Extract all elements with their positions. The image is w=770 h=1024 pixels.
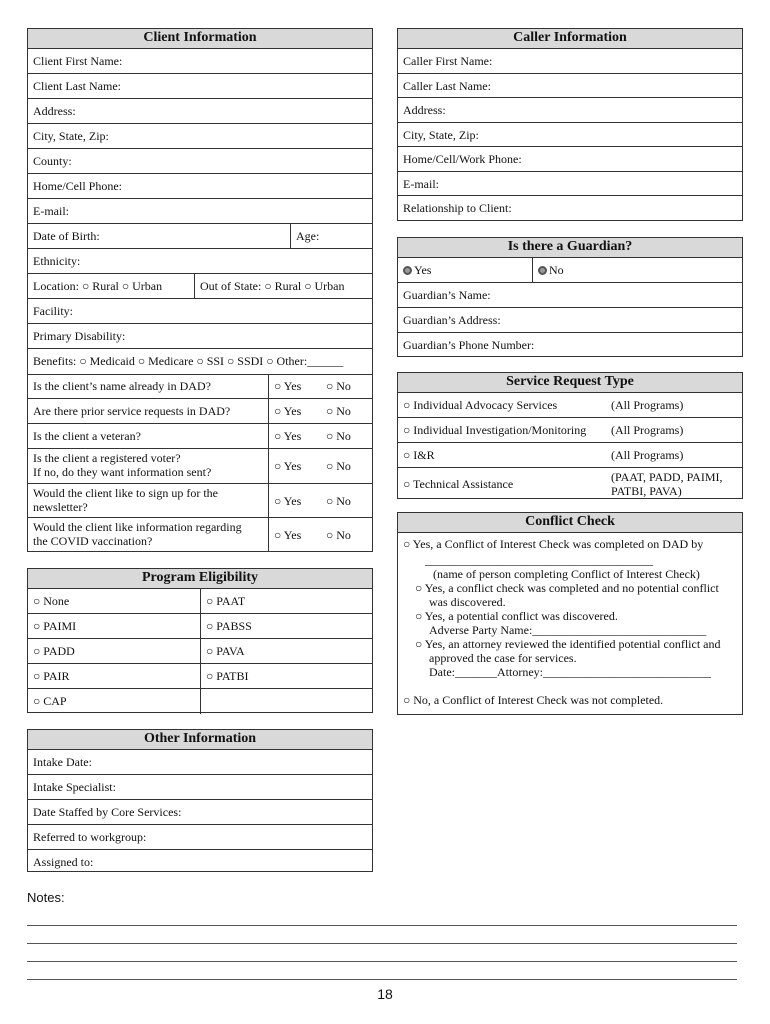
adverse-party-field[interactable]: Adverse Party Name:_____________________________: [429, 623, 707, 637]
other-information-section: [27, 729, 373, 872]
program-pair-radio[interactable]: ○ PAIR: [33, 669, 70, 683]
conflict-name-blank[interactable]: ______________________________________: [425, 553, 653, 567]
program-row: [28, 689, 372, 714]
conflict-no-radio[interactable]: ○ No, a Conflict of Interest Check was not completed.: [403, 693, 664, 707]
guardian-section: [397, 237, 743, 357]
yes-radio[interactable]: ○ Yes: [274, 404, 302, 418]
client-dob-field[interactable]: Date of Birth:: [33, 229, 100, 243]
guardian-no-radio[interactable]: [538, 258, 564, 282]
service-programs: [611, 468, 722, 500]
question-text: Is the client’s name already in DAD?: [33, 379, 211, 393]
client-questions-section: [27, 374, 373, 552]
program-paimi-radio[interactable]: ○ PAIMI: [33, 619, 77, 633]
caller-phone-field[interactable]: Home/Cell/Work Phone:: [398, 147, 742, 172]
guardian-phone-field[interactable]: Guardian’s Phone Number:: [403, 338, 535, 352]
guardian-yes-radio[interactable]: [403, 258, 431, 282]
yes-radio[interactable]: ○ Yes: [274, 459, 302, 473]
client-first-name-field[interactable]: Client First Name:: [28, 49, 372, 74]
intake-date-field[interactable]: Intake Date:: [28, 750, 372, 775]
client-ethnicity-field[interactable]: Ethnicity:: [28, 249, 372, 274]
guardian-yes-no-row: [398, 258, 742, 283]
no-radio[interactable]: ○ No: [326, 404, 351, 418]
service-request-header: Service Request Type: [398, 373, 742, 393]
client-dob-row: [28, 224, 372, 249]
program-row: [28, 614, 372, 639]
client-information-header: Client Information: [28, 29, 372, 49]
client-email-field[interactable]: E-mail:: [28, 199, 372, 224]
question-text: Are there prior service requests in DAD?: [33, 404, 231, 418]
question-line-1: Would the client like information regarding: [33, 520, 242, 534]
client-facility-field[interactable]: Facility:: [28, 299, 372, 324]
service-row: [398, 418, 742, 443]
caller-city-field[interactable]: City, State, Zip:: [398, 123, 742, 148]
conflict-no-potential-cont: was discovered.: [429, 595, 506, 609]
notes-line[interactable]: [27, 925, 737, 926]
caller-email-field[interactable]: E-mail:: [398, 172, 742, 197]
yes-radio[interactable]: ○ Yes: [274, 493, 302, 508]
program-pabss-radio[interactable]: ○ PABSS: [206, 619, 252, 633]
service-investigation-radio[interactable]: ○ Individual Investigation/Monitoring: [403, 423, 587, 437]
client-last-name-field[interactable]: Client Last Name:: [28, 74, 372, 99]
program-row: [28, 639, 372, 664]
service-request-section: [397, 372, 743, 499]
client-city-field[interactable]: City, State, Zip:: [28, 124, 372, 149]
program-eligibility-header: Program Eligibility: [28, 569, 372, 589]
radio-icon: [538, 266, 547, 275]
question-text: Is the client a veteran?: [33, 429, 141, 443]
program-paat-radio[interactable]: ○ PAAT: [206, 594, 246, 608]
caller-last-name-field[interactable]: Caller Last Name:: [398, 74, 742, 99]
caller-information-section: [397, 28, 743, 221]
caller-address-field[interactable]: Address:: [398, 98, 742, 123]
program-none-radio[interactable]: ○ None: [33, 594, 70, 608]
guardian-name-field[interactable]: Guardian’s Name:: [398, 283, 742, 308]
question-line-2: newsletter?: [33, 500, 88, 514]
date-attorney-field[interactable]: Date:_______Attorney:____________________________: [429, 665, 711, 679]
location-radio-group[interactable]: Location: ○ Rural ○ Urban: [33, 279, 163, 293]
question-text: [33, 449, 372, 479]
question-row: [28, 518, 372, 552]
no-radio[interactable]: ○ No: [326, 459, 351, 473]
notes-label: Notes:: [27, 890, 65, 905]
caller-information-header: Caller Information: [398, 29, 742, 49]
referred-workgroup-field[interactable]: Referred to workgroup:: [28, 825, 372, 850]
conflict-yes-dad-radio[interactable]: ○ Yes, a Conflict of Interest Check was completed on DAD by: [403, 537, 704, 551]
intake-specialist-field[interactable]: Intake Specialist:: [28, 775, 372, 800]
assigned-to-field[interactable]: Assigned to:: [33, 855, 94, 869]
caller-relationship-field[interactable]: Relationship to Client:: [403, 201, 512, 215]
conflict-attorney-cont: approved the case for services.: [429, 651, 577, 665]
conflict-check-header: Conflict Check: [398, 513, 742, 533]
service-individual-advocacy-radio[interactable]: ○ Individual Advocacy Services: [403, 398, 558, 412]
guardian-address-field[interactable]: Guardian’s Address:: [398, 308, 742, 333]
no-radio[interactable]: ○ No: [326, 528, 351, 542]
client-location-row: [28, 274, 372, 299]
client-age-field[interactable]: Age:: [296, 229, 320, 243]
question-text: [33, 518, 372, 548]
conflict-check-section: [397, 512, 743, 715]
date-staffed-field[interactable]: Date Staffed by Core Services:: [28, 800, 372, 825]
conflict-no-potential-radio[interactable]: ○ Yes, a conflict check was completed and no potential conflict: [415, 581, 719, 595]
program-patbi-radio[interactable]: ○ PATBI: [206, 669, 249, 683]
yes-radio[interactable]: ○ Yes: [274, 528, 302, 542]
service-programs-line-1: (PAAT, PADD, PAIMI,: [611, 470, 723, 484]
client-information-section: [27, 28, 373, 375]
service-technical-assistance-radio[interactable]: ○ Technical Assistance: [403, 477, 514, 491]
question-row: [28, 449, 372, 484]
client-address-field[interactable]: Address:: [28, 99, 372, 124]
service-row: [398, 443, 742, 468]
service-programs: (All Programs): [611, 448, 684, 462]
notes-line[interactable]: [27, 943, 737, 944]
no-radio[interactable]: ○ No: [326, 429, 351, 443]
program-row: [28, 589, 372, 614]
question-line-2: the COVID vaccination?: [33, 534, 153, 548]
program-pava-radio[interactable]: ○ PAVA: [206, 644, 245, 658]
question-row: [28, 399, 372, 424]
client-county-field[interactable]: County:: [28, 149, 372, 174]
no-radio[interactable]: ○ No: [326, 493, 351, 508]
guardian-header: Is there a Guardian?: [398, 238, 742, 258]
question-row: [28, 484, 372, 518]
program-padd-radio[interactable]: ○ PADD: [33, 644, 75, 658]
conflict-attorney-radio[interactable]: ○ Yes, an attorney reviewed the identified potential conflict and: [415, 637, 721, 651]
notes-line[interactable]: [27, 961, 737, 962]
question-text: [33, 484, 372, 514]
client-benefits-row[interactable]: Benefits: ○ Medicaid ○ Medicare ○ SSI ○ SSDI ○ Other:______: [33, 354, 344, 368]
client-phone-field[interactable]: Home/Cell Phone:: [28, 174, 372, 199]
guardian-no-label: No: [549, 263, 564, 277]
out-of-state-radio-group[interactable]: Out of State: ○ Rural ○ Urban: [200, 279, 345, 293]
notes-line[interactable]: [27, 979, 737, 980]
question-row: [28, 424, 372, 449]
program-cap-radio[interactable]: ○ CAP: [33, 694, 67, 708]
other-information-header: Other Information: [28, 730, 372, 750]
no-radio[interactable]: ○ No: [326, 379, 351, 393]
service-ir-radio[interactable]: ○ I&R: [403, 448, 435, 462]
question-line-2: If no, do they want information sent?: [33, 465, 212, 479]
radio-icon: [403, 266, 412, 275]
page-number: 18: [377, 986, 393, 1002]
yes-radio[interactable]: ○ Yes: [274, 429, 302, 443]
service-row: [398, 393, 742, 418]
question-line-1: Is the client a registered voter?: [33, 451, 181, 465]
question-line-1: Would the client like to sign up for the: [33, 486, 218, 500]
guardian-yes-label: Yes: [414, 263, 432, 277]
program-eligibility-section: [27, 568, 373, 713]
service-row: [398, 468, 742, 500]
program-row: [28, 664, 372, 689]
service-programs: (All Programs): [611, 423, 684, 437]
service-programs: (All Programs): [611, 398, 684, 412]
conflict-potential-radio[interactable]: ○ Yes, a potential conflict was discovered.: [415, 609, 618, 623]
question-row: [28, 374, 372, 399]
client-primary-disability-field[interactable]: Primary Disability:: [28, 324, 372, 349]
yes-radio[interactable]: ○ Yes: [274, 379, 302, 393]
service-programs-line-2: PATBI, PAVA): [611, 484, 682, 498]
conflict-name-caption: (name of person completing Conflict of Interest Check): [433, 567, 700, 581]
caller-first-name-field[interactable]: Caller First Name:: [398, 49, 742, 74]
